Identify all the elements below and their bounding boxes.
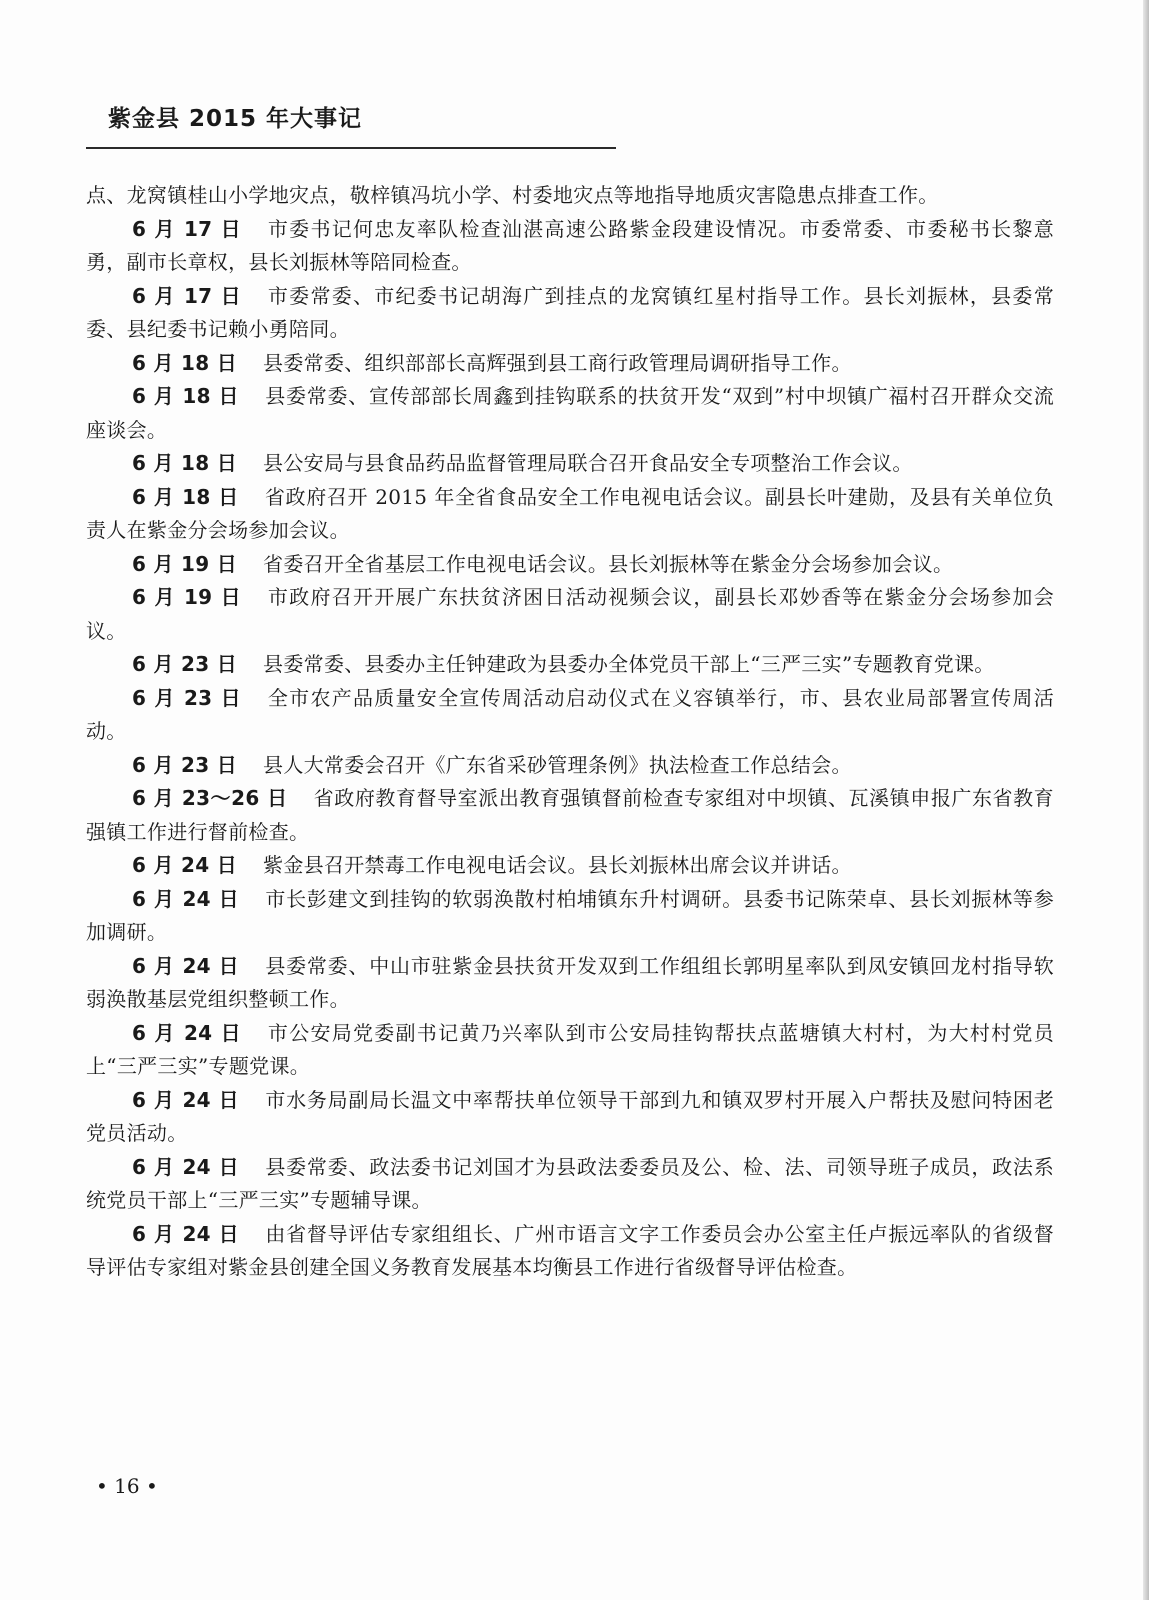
event-text: 市长彭建文到挂钩的软弱涣散村柏埔镇东升村调研。县委书记陈荣卓、县长刘振林等参加调研。 [86, 886, 1054, 944]
header-rule [86, 147, 616, 149]
event-date: 6 月 18 日 [132, 350, 238, 375]
event-date: 6 月 18 日 [132, 484, 239, 509]
event-date: 6 月 19 日 [132, 585, 242, 609]
event-entry [86, 682, 1054, 749]
event-entry [86, 548, 1054, 582]
event-date: 6 月 18 日 [132, 384, 240, 408]
event-date: 6 月 24 日 [132, 953, 240, 978]
event-text: 全市农产品质量安全宣传周活动启动仪式在义容镇举行，市、县农业局部署宣传周活动。 [86, 685, 1054, 743]
event-text: 县委常委、政法委书记刘国才为县政法委委员及公、检、法、司领导班子成员，政法系统党员干部上“三严三实”专题辅导课。 [86, 1154, 1054, 1212]
event-date: 6 月 23 日 [132, 652, 238, 676]
event-entry [86, 481, 1054, 548]
event-date: 6 月 24 日 [132, 1154, 240, 1179]
event-text: 由省督导评估专家组组长、广州市语言文字工作委员会办公室主任卢振远率队的省级督导评估专家组对紫金县创建全国义务教育发展基本均衡县工作进行省级督导评估检查。 [86, 1221, 1054, 1279]
event-text: 县委常委、组织部部长高辉强到县工商行政管理局调研指导工作。 [263, 350, 852, 375]
event-date: 6 月 24 日 [132, 886, 240, 911]
event-text: 县委常委、宣传部部长周鑫到挂钩联系的扶贫开发“双到”村中坝镇广福村召开群众交流座谈会。 [86, 384, 1054, 442]
event-entry [86, 648, 1054, 682]
event-text: 县委常委、中山市驻紫金县扶贫开发双到工作组组长郭明星率队到凤安镇回龙村指导软弱涣散基层党组织整顿工作。 [86, 953, 1054, 1011]
event-text: 市委书记何忠友率队检查汕湛高速公路紫金段建设情况。市委常委、市委秘书长黎意勇，副市长章权，县长刘振林等陪同检查。 [86, 216, 1054, 274]
event-text: 市委常委、市纪委书记胡海广到挂点的龙窝镇红星村指导工作。县长刘振林，县委常委、县纪委书记赖小勇陪同。 [86, 283, 1054, 341]
event-text: 省政府教育督导室派出教育强镇督前检查专家组对中坝镇、瓦溪镇申报广东省教育强镇工作进行督前检查。 [86, 786, 1054, 844]
event-entry [86, 447, 1054, 481]
event-date: 6 月 18 日 [132, 451, 238, 475]
event-entries [86, 213, 1054, 1285]
event-entry [86, 380, 1054, 447]
event-text: 县委常委、县委办主任钟建政为县委办全体党员干部上“三严三实”专题教育党课。 [263, 652, 995, 676]
event-text: 市水务局副局长温文中率帮扶单位领导干部到九和镇双罗村开展入户帮扶及慰问特困老党员活动。 [86, 1087, 1054, 1145]
event-date: 6 月 19 日 [132, 551, 238, 576]
event-text: 省政府召开 2015 年全省食品安全工作电视电话会议。副县长叶建勋，及县有关单位负责人在紫金分会场参加会议。 [86, 484, 1054, 542]
document-body [86, 179, 1054, 1285]
page-edge-shadow [1143, 0, 1149, 1600]
event-date: 6 月 23 日 [132, 685, 242, 710]
event-text: 县公安局与县食品药品监督管理局联合召开食品安全专项整治工作会议。 [263, 451, 913, 475]
event-entry [86, 1084, 1054, 1151]
event-entry [86, 849, 1054, 883]
event-text: 省委召开全省基层工作电视电话会议。县长刘振林等在紫金分会场参加会议。 [263, 551, 954, 576]
event-date: 6 月 23～26 日 [132, 786, 288, 810]
event-entry [86, 280, 1054, 347]
event-date: 6 月 24 日 [132, 853, 238, 877]
event-date: 6 月 17 日 [132, 283, 242, 308]
event-date: 6 月 23 日 [132, 752, 238, 777]
event-date: 6 月 24 日 [132, 1221, 240, 1246]
event-entry [86, 1151, 1054, 1218]
event-entry [86, 782, 1054, 849]
page-number: • 16 • [96, 1474, 158, 1498]
event-entry [86, 347, 1054, 381]
event-entry [86, 1218, 1054, 1285]
event-text: 紫金县召开禁毒工作电视电话会议。县长刘振林出席会议并讲话。 [263, 853, 852, 877]
event-entry [86, 950, 1054, 1017]
event-text: 市政府召开开展广东扶贫济困日活动视频会议，副县长邓妙香等在紫金分会场参加会议。 [86, 585, 1054, 643]
event-entry [86, 883, 1054, 950]
event-text: 县人大常委会召开《广东省采砂管理条例》执法检查工作总结会。 [263, 752, 852, 777]
event-entry [86, 213, 1054, 280]
event-date: 6 月 17 日 [132, 216, 242, 241]
event-entry [86, 1017, 1054, 1084]
event-date: 6 月 24 日 [132, 1087, 240, 1112]
continuation-paragraph: 点、龙窝镇桂山小学地灾点，敬梓镇冯坑小学、村委地灾点等地指导地质灾害隐患点排查工作。 [86, 183, 939, 207]
running-header-title: 紫金县 2015 年大事记 [108, 106, 363, 132]
event-entry [86, 581, 1054, 648]
event-entry [86, 749, 1054, 783]
event-date: 6 月 24 日 [132, 1020, 242, 1045]
event-text: 市公安局党委副书记黄乃兴率队到市公安局挂钩帮扶点蓝塘镇大村村，为大村村党员上“三严三实”专题党课。 [86, 1020, 1054, 1078]
